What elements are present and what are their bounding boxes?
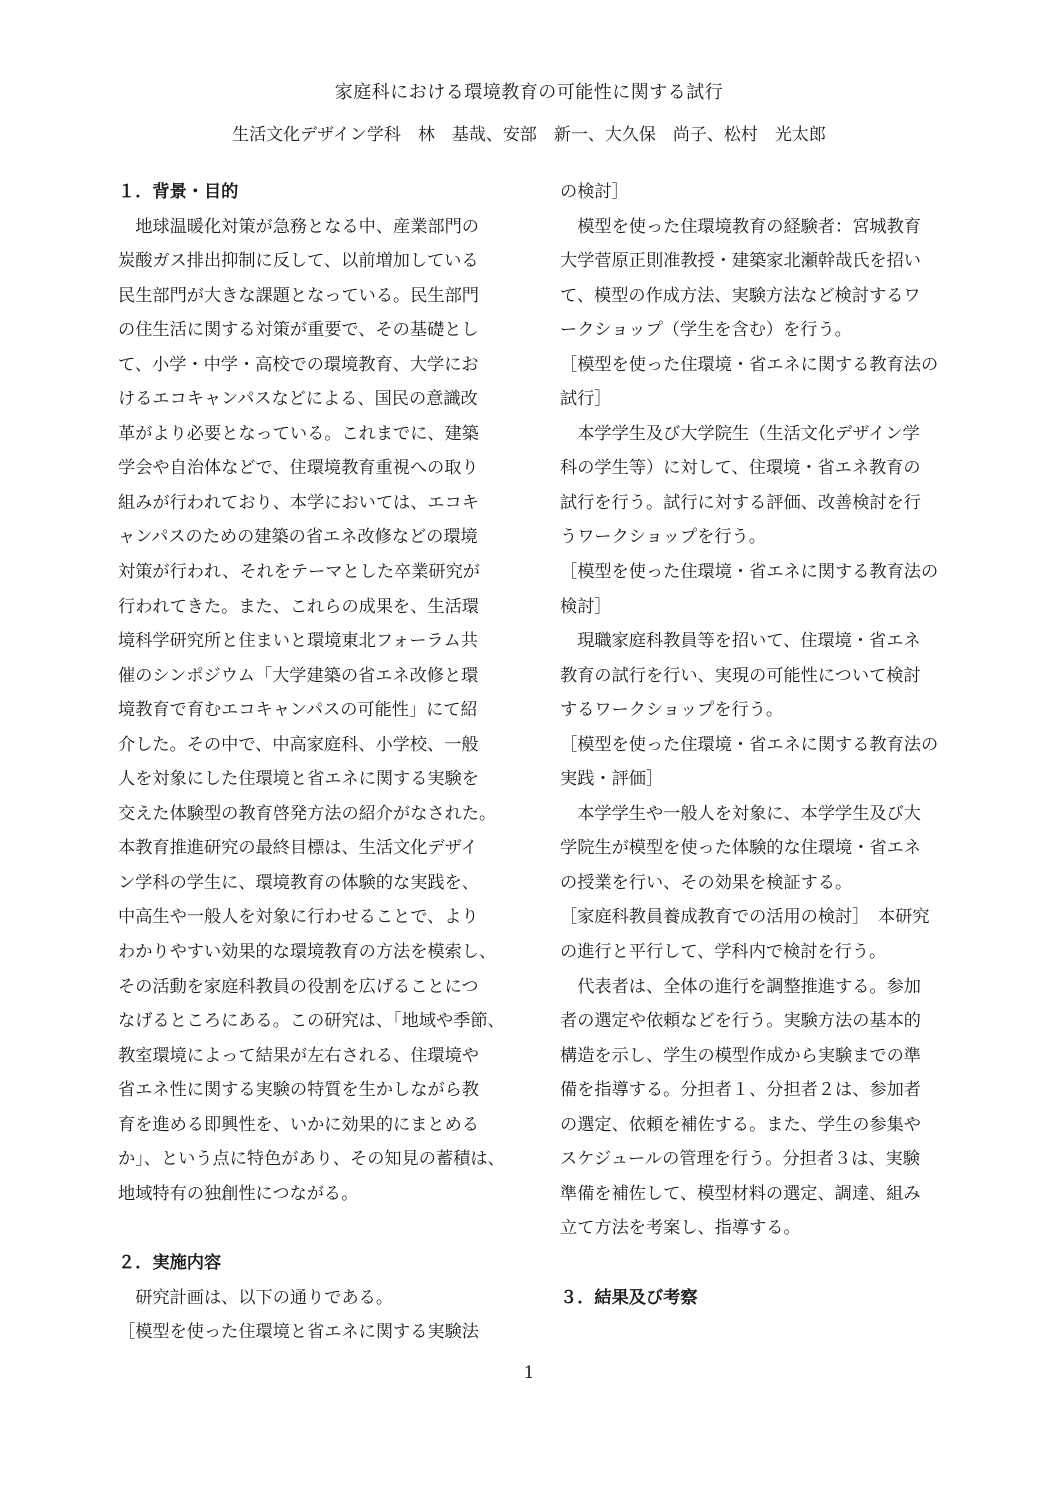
section-1-body (118, 210, 508, 1212)
text-line: 中高生や一般人を対象に行わせることで、より (118, 907, 479, 928)
left-column (118, 175, 508, 1350)
text-line: 地球温暖化対策が急務となる中、産業部門の (118, 216, 479, 237)
text-line: 本教育推進研究の最終目標は、生活文化デザイ (118, 838, 478, 859)
section-2-body-continued (560, 175, 950, 1246)
text-line: 省エネ性に関する実験の特質を生かしながら教 (118, 1080, 479, 1101)
text-line: 構造を示し、学生の模型作成から実験までの準 (560, 1045, 921, 1066)
section-gap (560, 1246, 950, 1281)
text-line: 催のシンポジウム「大学建築の省エネ改修と環 (118, 665, 479, 686)
text-line: ［模型を使った住環境・省エネに関する教育法の (560, 562, 939, 583)
text-line: 人を対象にした住環境と省エネに関する実験を (118, 769, 479, 790)
text-line: 検討］ (560, 596, 612, 617)
text-line: の選定、依頼を補佐する。また、学生の参集や (560, 1114, 921, 1135)
text-line: か」、という点に特色があり、その知見の蓄積は、 (118, 1149, 505, 1170)
text-line: 行われてきた。また、これらの成果を、生活環 (118, 596, 479, 617)
text-line: 介した。その中で、中高家庭科、小学校、一般 (118, 734, 479, 755)
right-column (560, 175, 950, 1315)
text-line: 本学学生及び大学院生（生活文化デザイン学 (560, 423, 920, 444)
text-line: 試行］ (560, 389, 612, 410)
text-line: 科の学生等）に対して、住環境・省エネ教育の (560, 458, 921, 479)
text-line: 教育の試行を行い、実現の可能性について検討 (560, 665, 921, 686)
text-line: ャンパスのための建築の省エネ改修などの環境 (118, 527, 478, 548)
text-line: 革がより必要となっている。これまでに、建築 (118, 423, 479, 444)
text-line: 者の選定や依頼などを行う。実験方法の基本的 (560, 1011, 921, 1032)
text-line: うワークショップを行う。 (560, 527, 766, 548)
text-line: 交えた体験型の教育啓発方法の紹介がなされた。 (118, 803, 497, 824)
section-gap (118, 1211, 508, 1246)
text-line: するワークショップを行う。 (560, 700, 784, 721)
text-line: 大学菅原正則准教授・建築家北瀬幹哉氏を招い (560, 251, 921, 272)
text-line: の検討］ (560, 182, 629, 202)
section-3-heading: ３．結果及び考察 (560, 1287, 698, 1308)
text-line: 学会や自治体などで、住環境教育重視への取り (118, 458, 479, 479)
text-line: の授業を行い、その効果を検証する。 (560, 872, 853, 893)
text-line: ［家庭科教員養成教育での活用の検討］ 本研究 (560, 907, 930, 928)
text-line: 境科学研究所と住まいと環境東北フォーラム共 (118, 631, 478, 652)
text-line: なげるところにある。この研究は、「地域や季節、 (118, 1011, 505, 1032)
text-line: て、模型の作成方法、実験方法など検討するワ (560, 285, 921, 306)
text-line: 本学学生や一般人を対象に、本学学生及び大 (560, 803, 921, 824)
text-line: 立て方法を考案し、指導する。 (560, 1218, 801, 1239)
text-line: ［模型を使った住環境・省エネに関する教育法の (560, 354, 939, 375)
text-line: ［模型を使った住環境と省エネに関する実験法 (118, 1322, 479, 1343)
text-line: 組みが行われており、本学においては、エコキ (118, 492, 479, 513)
text-line: て、小学・中学・高校での環境教育、大学にお (118, 354, 479, 375)
section-2-heading: ２．実施内容 (118, 1252, 222, 1273)
text-line: ークショップ（学生を含む）を行う。 (560, 320, 852, 341)
paper-title: 家庭科における環境教育の可能性に関する試行 (334, 82, 724, 103)
section-2-body (118, 1281, 508, 1350)
text-line: 育を進める即興性を、いかに効果的にまとめる (118, 1114, 479, 1135)
text-line: スケジュールの管理を行う。分担者３は、実験 (560, 1149, 920, 1170)
text-line: 研究計画は、以下の通りである。 (118, 1287, 394, 1308)
text-line: 境教育で育むエコキャンパスの可能性」にて紹 (118, 700, 478, 721)
text-line: ン学科の学生に、環境教育の体験的な実践を、 (118, 872, 479, 893)
text-line: 模型を使った住環境教育の経験者：宮城教育 (560, 216, 921, 237)
text-line: 炭酸ガス排出抑制に反して、以前増加している (118, 251, 479, 272)
text-line: 教室環境によって結果が左右される、住環境や (118, 1045, 479, 1066)
text-line: 地域特有の独創性につながる。 (118, 1183, 359, 1204)
text-line: ［模型を使った住環境・省エネに関する教育法の (560, 734, 939, 755)
author-line: 生活文化デザイン学科 林 基哉、安部 新一、大久保 尚子、松村 光太郎 (232, 125, 826, 145)
text-line: 備を指導する。分担者１、分担者２は、参加者 (560, 1080, 921, 1101)
text-line: 試行を行う。試行に対する評価、改善検討を行 (560, 492, 921, 513)
text-line: の進行と平行して、学科内で検討を行う。 (560, 942, 887, 963)
text-line: 現職家庭科教員等を招いて、住環境・省エネ (560, 631, 921, 652)
text-line: の住生活に関する対策が重要で、その基礎とし (118, 320, 479, 341)
text-line: 代表者は、全体の進行を調整推進する。参加 (560, 976, 921, 997)
text-line: けるエコキャンパスなどによる、国民の意識改 (118, 389, 478, 410)
section-1-heading: １．背景・目的 (118, 182, 239, 202)
text-line: 対策が行われ、それをテーマとした卒業研究が (118, 562, 480, 583)
text-line: 学院生が模型を使った体験的な住環境・省エネ (560, 838, 921, 859)
page-number: 1 (523, 1363, 535, 1383)
text-line: その活動を家庭科教員の役割を広げることにつ (118, 976, 479, 997)
text-line: 民生部門が大きな課題となっている。民生部門 (118, 285, 479, 306)
text-line: 実践・評価］ (560, 769, 664, 790)
text-line: 準備を補佐して、模型材料の選定、調達、組み (560, 1183, 921, 1204)
text-line: わかりやすい効果的な環境教育の方法を模索し、 (118, 942, 497, 963)
